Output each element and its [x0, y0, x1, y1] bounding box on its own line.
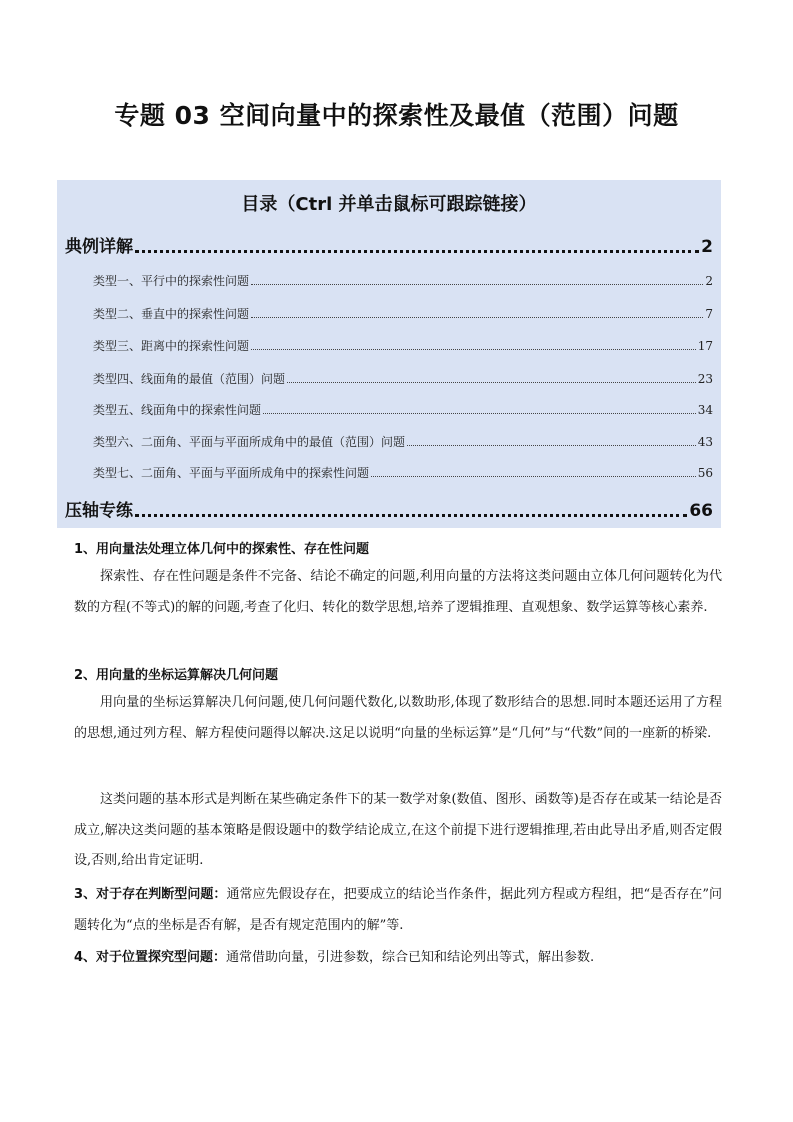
- toc-entry-label: 类型一、平行中的探索性问题: [93, 274, 250, 288]
- toc-entry-page: 43: [697, 435, 713, 449]
- toc-entry-page: 23: [697, 372, 713, 386]
- section-2-paragraph-1: 用向量的坐标运算解决几何问题,使几何问题代数化,以数助形,体现了数形结合的思想.同时本题还运用了方程的思想,通过列方程、解方程使问题得以解决.这足以说明“向量的坐标运算”是“几何”与“代数”间的一座新的桥梁.: [74, 695, 722, 741]
- toc-entry-page: 2: [701, 237, 713, 257]
- section-4-lead: 4、对于位置探究型问题：: [74, 950, 227, 965]
- toc-heading: 目录（Ctrl 并单击鼠标可跟踪链接）: [241, 194, 537, 215]
- toc-entry-type-6[interactable]: [93, 433, 713, 450]
- toc-entry-label: 类型五、线面角中的探索性问题: [93, 403, 262, 417]
- toc-entry-page: 56: [697, 466, 713, 480]
- toc-leader-dots: [135, 250, 699, 253]
- section-1-paragraph: 探索性、存在性问题是条件不完备、结论不确定的问题,利用向量的方法将这类问题由立体几何问题转化为代数的方程(不等式)的解的问题,考查了化归、转化的数学思想,培养了逻辑推理、直观想象、数学运算等核心素养.: [74, 569, 722, 615]
- toc-entry-label: 类型七、二面角、平面与平面所成角中的探索性问题: [93, 466, 370, 480]
- toc-leader-dots: [251, 349, 696, 350]
- toc-entry-type-7[interactable]: [93, 464, 713, 481]
- section-3-paragraph: [74, 880, 722, 941]
- section-4-paragraph: [74, 943, 722, 974]
- section-1-heading: 1、用向量法处理立体几何中的探索性、存在性问题: [74, 542, 370, 557]
- toc-leader-dots: [407, 445, 696, 446]
- toc-entry-type-4[interactable]: [93, 370, 713, 387]
- page-title: 专题 03 空间向量中的探索性及最值（范围）问题: [114, 101, 679, 130]
- toc-entry-practice[interactable]: [65, 496, 713, 521]
- section-3-text: 通常应先假设存在，把要成立的结论当作条件，据此列方程或方程组，把“是否存在”问题转化为“点的坐标是否有解，是否有规定范围内的解”等.: [74, 887, 723, 933]
- toc-leader-dots: [287, 382, 696, 383]
- toc-entry-label: 类型四、线面角的最值（范围）问题: [93, 372, 286, 386]
- toc-leader-dots: [263, 413, 696, 414]
- toc-entry-page: 7: [705, 307, 713, 321]
- toc-entry-type-5[interactable]: [93, 401, 713, 418]
- toc-entry-label: 类型六、二面角、平面与平面所成角中的最值（范围）问题: [93, 435, 406, 449]
- toc-leader-dots: [135, 514, 687, 517]
- toc-entry-page: 17: [697, 339, 713, 353]
- toc-entry-label: 压轴专练: [65, 501, 133, 521]
- toc-entry-type-3[interactable]: [93, 337, 713, 354]
- section-2-heading: 2、用向量的坐标运算解决几何问题: [74, 668, 279, 683]
- toc-leader-dots: [251, 317, 703, 318]
- section-4-text: 通常借助向量，引进参数，综合已知和结论列出等式，解出参数.: [226, 950, 595, 965]
- table-of-contents: [57, 180, 721, 528]
- section-3-lead: 3、对于存在判断型问题：: [74, 887, 227, 902]
- toc-entry-label: 类型三、距离中的探索性问题: [93, 339, 250, 353]
- toc-entry-type-1[interactable]: [93, 272, 713, 289]
- toc-entry-page: 66: [689, 501, 713, 521]
- toc-entry-examples[interactable]: [65, 232, 713, 257]
- toc-entry-label: 典例详解: [65, 237, 133, 257]
- section-2-paragraph-2: 这类问题的基本形式是判断在某些确定条件下的某一数学对象(数值、图形、函数等)是否存在或某一结论是否成立,解决这类问题的基本策略是假设题中的数学结论成立,在这个前提下进行逻辑推理,若由此导出矛盾,则否定假设,否则,给出肯定证明.: [74, 792, 722, 868]
- toc-entry-page: 34: [697, 403, 713, 417]
- toc-entry-type-2[interactable]: [93, 305, 713, 322]
- toc-leader-dots: [371, 476, 696, 477]
- toc-entry-label: 类型二、垂直中的探索性问题: [93, 307, 250, 321]
- toc-leader-dots: [251, 284, 703, 285]
- toc-entry-page: 2: [705, 274, 713, 288]
